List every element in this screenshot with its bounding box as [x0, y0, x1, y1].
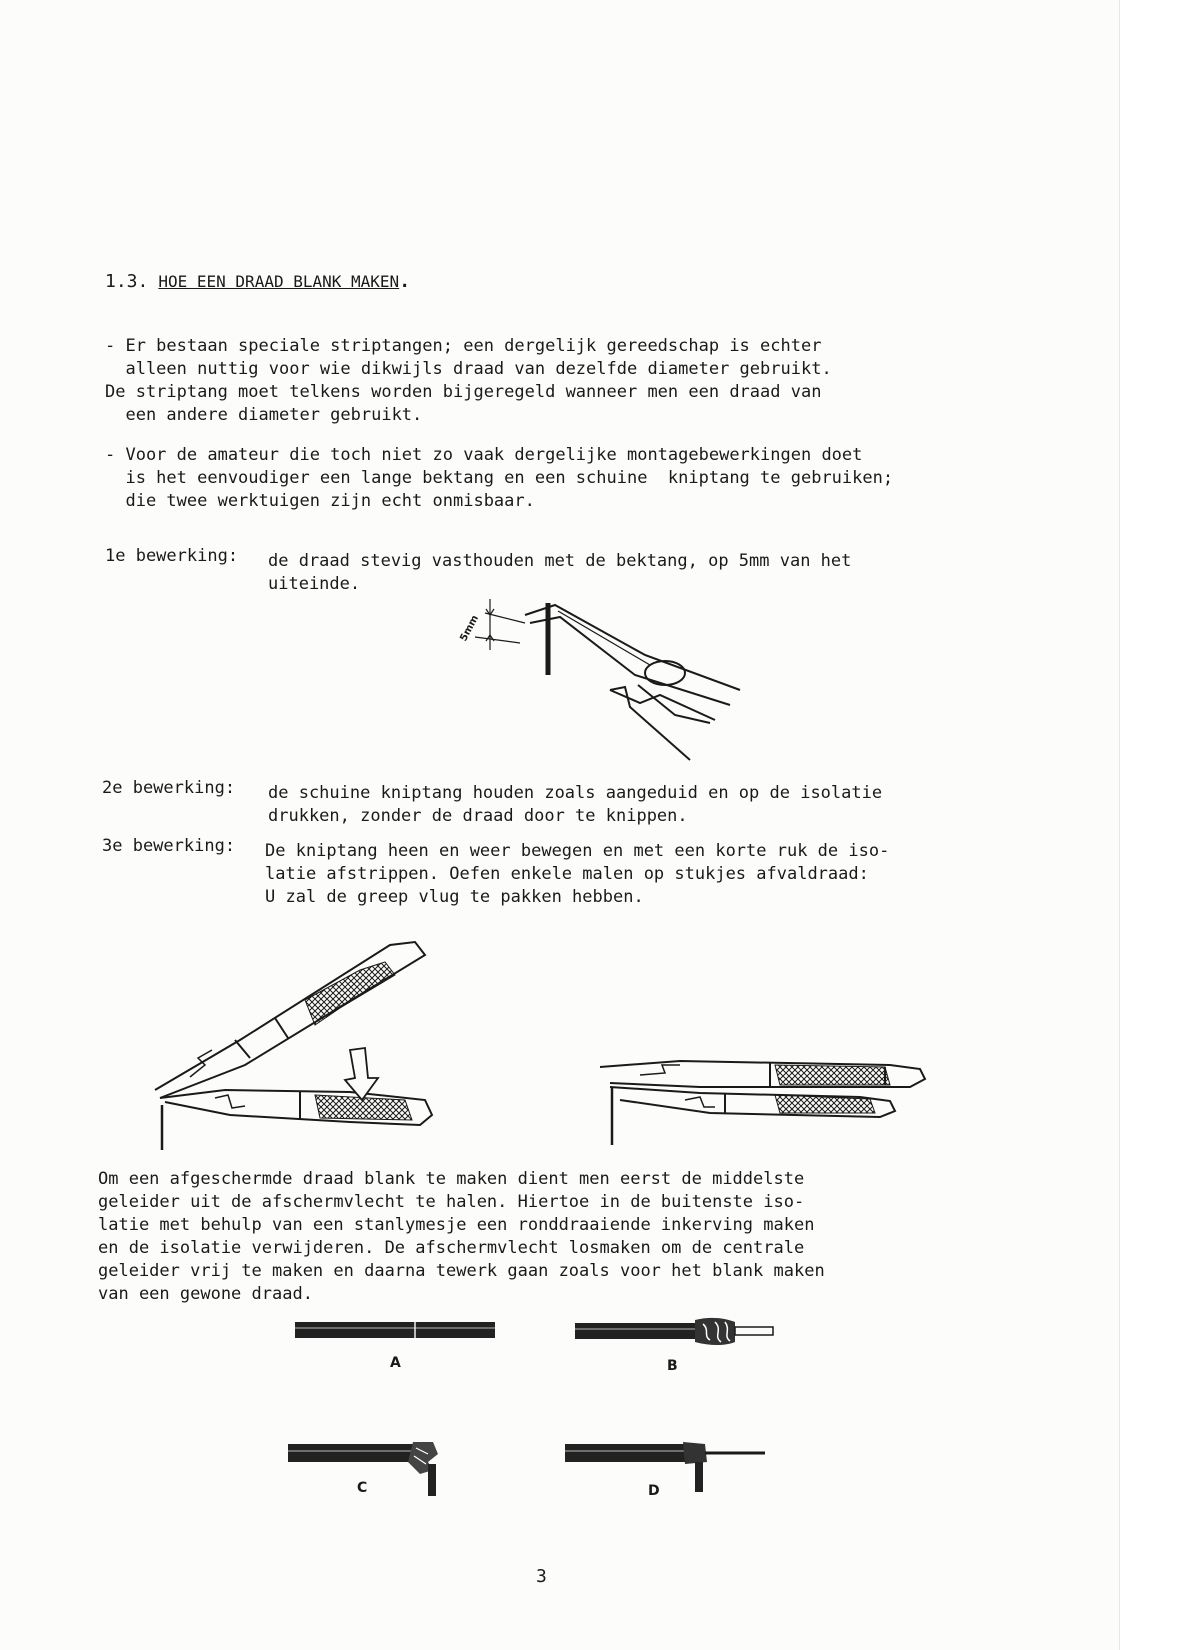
section-heading: [105, 270, 410, 293]
section-number: 1.3.: [105, 271, 149, 292]
shielded-line2: geleider uit de afschermvlecht te halen. Hiertoe in de buitenste iso-: [98, 1192, 805, 1212]
bullet1-line4: een andere diameter gebruikt.: [105, 405, 423, 425]
scan-edge: [1119, 0, 1160, 1650]
step2-label: 2e bewerking:: [102, 778, 236, 798]
wire-figure-d: [565, 1440, 775, 1500]
shielded-line6: van een gewone draad.: [98, 1284, 313, 1304]
section-title-dot: .: [399, 271, 411, 292]
step2-line2: drukken, zonder de draad door te knippen.: [268, 806, 688, 826]
bullet2-line3: die twee werktuigen zijn echt onmisbaar.: [105, 491, 535, 511]
kniptang-open-figure: [150, 930, 460, 1155]
kniptang-closed-figure: [600, 1055, 930, 1165]
step1-line2: uiteinde.: [268, 574, 361, 594]
bullet1-line1: - Er bestaan speciale striptangen; een dergelijk gereedschap is echter: [105, 336, 822, 356]
bullet2-line2: is het eenvoudiger een lange bektang en een schuine kniptang te gebruiken;: [105, 468, 894, 488]
shielded-line3: latie met behulp van een stanlymesje een ronddraaiende inkerving maken: [98, 1215, 815, 1235]
bullet1-line3: De striptang moet telkens worden bijgeregeld wanneer men een draad van: [105, 382, 822, 402]
bullet2-line1: - Voor de amateur die toch niet zo vaak dergelijke montagebewerkingen doet: [105, 445, 863, 465]
wire-figure-c-label: C: [357, 1480, 368, 1496]
step1-line1: de draad stevig vasthouden met de bektang, op 5mm van het: [268, 551, 852, 571]
wire-figure-d-label: D: [648, 1483, 660, 1499]
section-title: HOE EEN DRAAD BLANK MAKEN: [158, 272, 400, 291]
wire-figure-a-label: A: [390, 1355, 401, 1371]
bullet1-line2: alleen nuttig voor wie dikwijls draad van dezelfde diameter gebruikt.: [105, 359, 832, 379]
bektang-figure: [460, 595, 780, 775]
shielded-line1: Om een afgeschermde draad blank te maken dient men eerst de middelste: [98, 1169, 805, 1189]
shielded-line4: en de isolatie verwijderen. De afschermvlecht losmaken om de centrale: [98, 1238, 805, 1258]
wire-figure-b: [575, 1316, 775, 1346]
step2-line1: de schuine kniptang houden zoals aangeduid en op de isolatie: [268, 783, 883, 803]
step3-line2: latie afstrippen. Oefen enkele malen op stukjes afvaldraad:: [265, 864, 869, 884]
page-number: 3: [536, 1566, 547, 1587]
step3-line1: De kniptang heen en weer bewegen en met een korte ruk de iso-: [265, 841, 890, 861]
shielded-line5: geleider vrij te maken en daarna tewerk gaan zoals voor het blank maken: [98, 1261, 825, 1281]
wire-figure-c: [288, 1440, 448, 1500]
step1-label: 1e bewerking:: [105, 546, 239, 566]
dimension-label: 5mm: [458, 613, 482, 644]
wire-figure-b-label: B: [667, 1358, 678, 1374]
step3-line3: U zal de greep vlug te pakken hebben.: [265, 887, 644, 907]
step3-label: 3e bewerking:: [102, 836, 236, 856]
wire-figure-a: [295, 1318, 495, 1342]
